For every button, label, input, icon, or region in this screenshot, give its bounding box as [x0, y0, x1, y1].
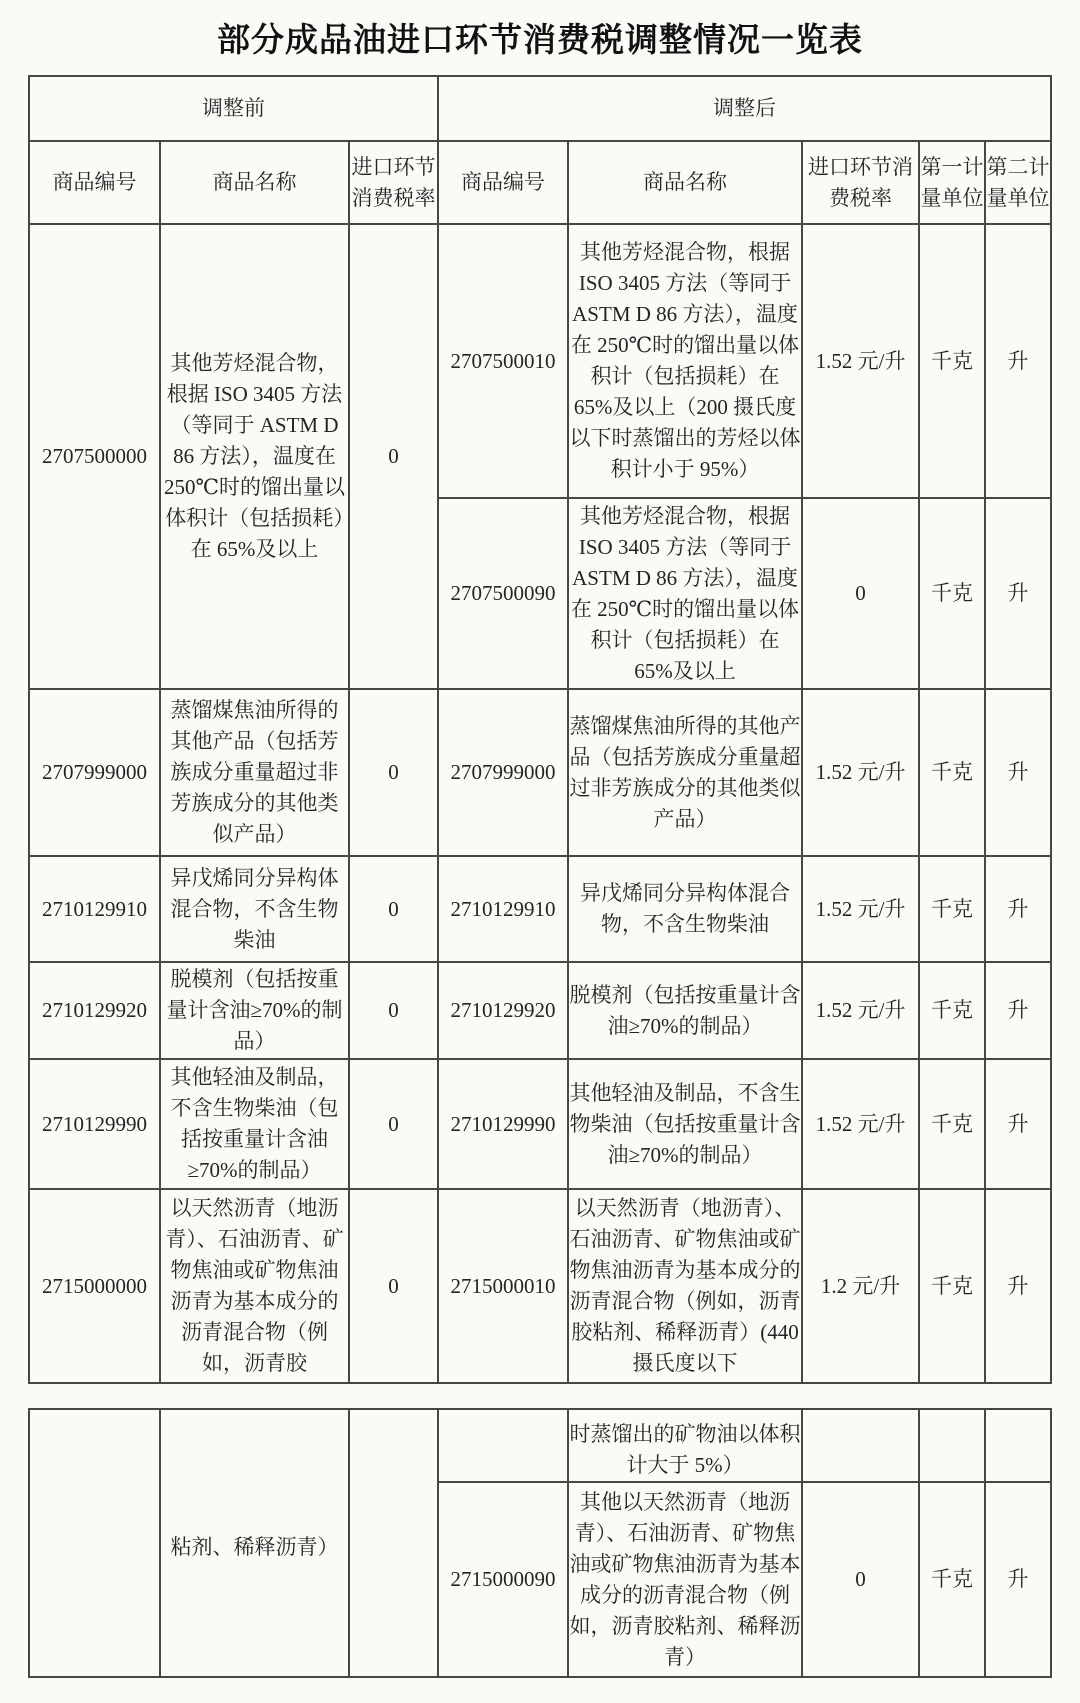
- before-code-cell: 2710129910: [29, 856, 160, 962]
- before-rate-cell: 0: [349, 856, 438, 962]
- after-name-continuation-cell: 时蒸馏出的矿物油以体积计大于 5%）: [568, 1409, 802, 1482]
- after-code-cell-empty: [438, 1409, 568, 1482]
- after-name-cell: 以天然沥青（地沥青）、石油沥青、矿物焦油或矿物焦油沥青为基本成分的沥青混合物（例如，沥青胶粘剂、稀释沥青）(440 摄氏度以下: [568, 1189, 802, 1383]
- unit2-cell: 升: [985, 1482, 1051, 1677]
- col-header-name-before: 商品名称: [160, 141, 349, 224]
- page-title: 部分成品油进口环节消费税调整情况一览表: [217, 21, 863, 58]
- unit2-cell: 升: [985, 962, 1051, 1059]
- table-row: [29, 1189, 1051, 1383]
- before-code-cell: 2715000000: [29, 1189, 160, 1383]
- col-header-code-before: 商品编号: [29, 141, 160, 224]
- unit1-cell: 千克: [919, 224, 985, 498]
- unit1-cell: 千克: [919, 1189, 985, 1383]
- unit1-cell: 千克: [919, 962, 985, 1059]
- table-row: [29, 1059, 1051, 1189]
- table-row: [29, 1409, 1051, 1482]
- unit1-cell: 千克: [919, 856, 985, 962]
- col-header-code-after: 商品编号: [438, 141, 568, 224]
- col-header-rate-before: 进口环节消费税率: [349, 141, 438, 224]
- col-header-unit1: 第一计量单位: [919, 141, 985, 224]
- before-name-cell: 其他芳烃混合物，根据 ISO 3405 方法（等同于 ASTM D 86 方法），温度在 250℃时的馏出量以体积计（包括损耗）在 65%及以上: [160, 224, 349, 689]
- tax-table-segment-2: [28, 1408, 1052, 1678]
- after-name-cell: 脱模剂（包括按重量计含油≥70%的制品）: [568, 962, 802, 1059]
- after-name-cell: 其他以天然沥青（地沥青）、石油沥青、矿物焦油或矿物焦油沥青为基本成分的沥青混合物（例如，沥青胶粘剂、稀释沥青）: [568, 1482, 802, 1677]
- unit1-cell: 千克: [919, 1482, 985, 1677]
- before-name-cell: 蒸馏煤焦油所得的其他产品（包括芳族成分重量超过非芳族成分的其他类似产品）: [160, 689, 349, 856]
- after-code-cell: 2710129910: [438, 856, 568, 962]
- before-code-cell: 2710129920: [29, 962, 160, 1059]
- after-code-cell: 2710129920: [438, 962, 568, 1059]
- unit2-cell: 升: [985, 224, 1051, 498]
- unit1-cell-empty: [919, 1409, 985, 1482]
- after-name-cell: 其他轻油及制品，不含生物柴油（包括按重量计含油≥70%的制品）: [568, 1059, 802, 1189]
- before-name-cell: 以天然沥青（地沥青）、石油沥青、矿物焦油或矿物焦油沥青为基本成分的沥青混合物（例如，沥青胶: [160, 1189, 349, 1383]
- table-row: [29, 689, 1051, 856]
- unit2-cell-empty: [985, 1409, 1051, 1482]
- after-rate-cell-empty: [802, 1409, 919, 1482]
- tax-table-segment-1: [28, 75, 1052, 1384]
- after-rate-cell: 1.2 元/升: [802, 1189, 919, 1383]
- after-code-cell: 2710129990: [438, 1059, 568, 1189]
- after-name-cell: 其他芳烃混合物，根据 ISO 3405 方法（等同于 ASTM D 86 方法），温度在 250℃时的馏出量以体积计（包括损耗）在 65%及以上: [568, 498, 802, 689]
- after-code-cell: 2715000090: [438, 1482, 568, 1677]
- col-header-rate-after: 进口环节消费税率: [802, 141, 919, 224]
- after-code-cell: 2707999000: [438, 689, 568, 856]
- unit2-cell: 升: [985, 689, 1051, 856]
- before-name-cell: 异戊烯同分异构体混合物，不含生物柴油: [160, 856, 349, 962]
- before-rate-cell: 0: [349, 224, 438, 689]
- before-name-continuation-cell: 粘剂、稀释沥青）: [160, 1409, 349, 1677]
- after-name-cell: 蒸馏煤焦油所得的其他产品（包括芳族成分重量超过非芳族成分的其他类似产品）: [568, 689, 802, 856]
- after-code-cell: 2715000010: [438, 1189, 568, 1383]
- before-rate-cell: 0: [349, 689, 438, 856]
- before-rate-cell: 0: [349, 1189, 438, 1383]
- table-row: [29, 962, 1051, 1059]
- before-code-cell: 2707999000: [29, 689, 160, 856]
- before-rate-cell: 0: [349, 962, 438, 1059]
- table-row: [29, 224, 1051, 498]
- after-code-cell: 2707500010: [438, 224, 568, 498]
- after-rate-cell: 1.52 元/升: [802, 689, 919, 856]
- before-name-cell: 脱模剂（包括按重量计含油≥70%的制品）: [160, 962, 349, 1059]
- before-rate-cell: 0: [349, 1059, 438, 1189]
- after-rate-cell: 1.52 元/升: [802, 856, 919, 962]
- group-header-after: 调整后: [438, 76, 1051, 141]
- unit2-cell: 升: [985, 856, 1051, 962]
- before-code-cell: 2707500000: [29, 224, 160, 689]
- before-code-cell: 2710129990: [29, 1059, 160, 1189]
- table-row: [29, 856, 1051, 962]
- before-name-cell: 其他轻油及制品，不含生物柴油（包括按重量计含油≥70%的制品）: [160, 1059, 349, 1189]
- after-rate-cell: 0: [802, 1482, 919, 1677]
- after-rate-cell: 1.52 元/升: [802, 1059, 919, 1189]
- col-header-name-after: 商品名称: [568, 141, 802, 224]
- unit2-cell: 升: [985, 498, 1051, 689]
- after-rate-cell: 1.52 元/升: [802, 962, 919, 1059]
- after-name-cell: 异戊烯同分异构体混合物，不含生物柴油: [568, 856, 802, 962]
- after-rate-cell: 1.52 元/升: [802, 224, 919, 498]
- group-header-before: 调整前: [29, 76, 438, 141]
- before-code-cell-empty: [29, 1409, 160, 1677]
- after-rate-cell: 0: [802, 498, 919, 689]
- after-name-cell: 其他芳烃混合物，根据 ISO 3405 方法（等同于 ASTM D 86 方法），温度在 250℃时的馏出量以体积计（包括损耗）在 65%及以上（200 摄氏度以下时蒸馏出的芳烃以体积计小于 95%）: [568, 224, 802, 498]
- col-header-unit2: 第二计量单位: [985, 141, 1051, 224]
- before-rate-cell-empty: [349, 1409, 438, 1677]
- unit1-cell: 千克: [919, 1059, 985, 1189]
- after-code-cell: 2707500090: [438, 498, 568, 689]
- unit1-cell: 千克: [919, 689, 985, 856]
- unit2-cell: 升: [985, 1189, 1051, 1383]
- unit2-cell: 升: [985, 1059, 1051, 1189]
- unit1-cell: 千克: [919, 498, 985, 689]
